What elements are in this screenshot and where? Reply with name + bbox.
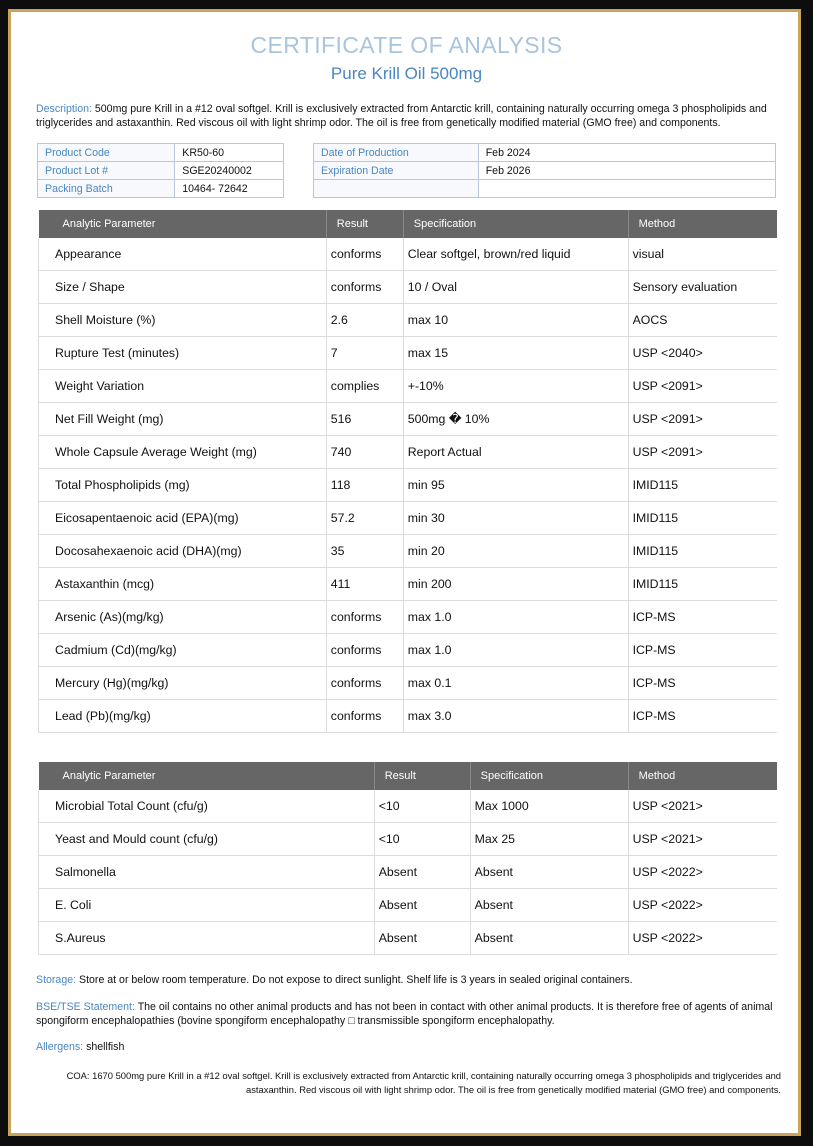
product-info-row <box>38 144 284 162</box>
allergens-statement <box>36 1040 781 1054</box>
header-parameter: Analytic Parameter <box>39 762 375 790</box>
date-info-row <box>314 144 776 162</box>
cell-method: ICP-MS <box>628 667 777 700</box>
cell-parameter: E. Coli <box>39 889 375 922</box>
table-row <box>39 922 778 955</box>
cell-method: USP <2091> <box>628 403 777 436</box>
cell-method: IMID115 <box>628 502 777 535</box>
cell-parameter: Whole Capsule Average Weight (mg) <box>39 436 327 469</box>
cell-specification: max 3.0 <box>403 700 628 733</box>
cell-specification: 10 / Oval <box>403 271 628 304</box>
cell-parameter: Rupture Test (minutes) <box>39 337 327 370</box>
cell-result: 118 <box>326 469 403 502</box>
cell-result: 516 <box>326 403 403 436</box>
cell-parameter: Mercury (Hg)(mg/kg) <box>39 667 327 700</box>
allergens-label: Allergens: <box>36 1041 84 1053</box>
header-specification: Specification <box>403 210 628 238</box>
allergens-text: shellfish <box>86 1041 125 1053</box>
description-label: Description: <box>36 103 92 115</box>
header-method: Method <box>628 762 777 790</box>
packing-batch-value: 10464- 72642 <box>175 180 284 198</box>
footer-note: COA: 1670 500mg pure Krill in a #12 oval softgel. Krill is exclusively extracted from Antarctic krill, containing naturally occurring omega 3 phospholipids and triglycerides and astaxanthin. Red viscous oil with light shrimp odor. The oil is free from genetically modified material (GMO free) and components. <box>66 1070 781 1095</box>
cell-parameter: Eicosapentaenoic acid (EPA)(mg) <box>39 502 327 535</box>
cell-parameter: Yeast and Mould count (cfu/g) <box>39 823 375 856</box>
cell-method: Sensory evaluation <box>628 271 777 304</box>
cell-parameter: Docosahexaenoic acid (DHA)(mg) <box>39 535 327 568</box>
microbial-table-header <box>39 762 778 790</box>
cell-result: conforms <box>326 667 403 700</box>
header-method: Method <box>628 210 777 238</box>
table-row <box>39 601 778 634</box>
cell-method: ICP-MS <box>628 700 777 733</box>
expiration-date-value: Feb 2026 <box>478 162 775 180</box>
cell-result: 57.2 <box>326 502 403 535</box>
cell-parameter: Arsenic (As)(mg/kg) <box>39 601 327 634</box>
cell-parameter: Astaxanthin (mcg) <box>39 568 327 601</box>
table-row <box>39 271 778 304</box>
cell-parameter: Microbial Total Count (cfu/g) <box>39 790 375 823</box>
date-info-row <box>314 162 776 180</box>
page-title: CERTIFICATE OF ANALYSIS <box>250 32 563 58</box>
analysis-table-header <box>39 210 778 238</box>
cell-result: conforms <box>326 700 403 733</box>
cell-method: USP <2021> <box>628 823 777 856</box>
empty-value <box>478 180 775 198</box>
packing-batch-label: Packing Batch <box>38 180 175 198</box>
table-row <box>39 469 778 502</box>
header-specification: Specification <box>470 762 628 790</box>
table-row <box>39 700 778 733</box>
certificate-page <box>15 15 798 1130</box>
storage-label: Storage: <box>36 974 77 986</box>
cell-method: AOCS <box>628 304 777 337</box>
product-code-label: Product Code <box>38 144 175 162</box>
table-row <box>39 304 778 337</box>
cell-method: IMID115 <box>628 469 777 502</box>
cell-method: USP <2022> <box>628 922 777 955</box>
cell-parameter: Appearance <box>39 238 327 271</box>
header-result: Result <box>374 762 470 790</box>
table-row <box>39 403 778 436</box>
cell-parameter: Size / Shape <box>39 271 327 304</box>
table-row <box>39 823 778 856</box>
cell-method: IMID115 <box>628 535 777 568</box>
cell-specification: max 0.1 <box>403 667 628 700</box>
cell-method: USP <2022> <box>628 889 777 922</box>
cell-specification: Absent <box>470 889 628 922</box>
cell-specification: max 1.0 <box>403 634 628 667</box>
analysis-table <box>38 210 777 733</box>
cell-result: complies <box>326 370 403 403</box>
cell-parameter: Weight Variation <box>39 370 327 403</box>
table-row <box>39 535 778 568</box>
table-row <box>39 889 778 922</box>
cell-specification: +-10% <box>403 370 628 403</box>
cell-specification: min 20 <box>403 535 628 568</box>
cell-method: USP <2091> <box>628 370 777 403</box>
cell-specification: 500mg � 10% <box>403 403 628 436</box>
cell-parameter: Cadmium (Cd)(mg/kg) <box>39 634 327 667</box>
table-row <box>39 502 778 535</box>
table-row <box>39 634 778 667</box>
cell-result: 35 <box>326 535 403 568</box>
cell-parameter: Salmonella <box>39 856 375 889</box>
production-date-value: Feb 2024 <box>478 144 775 162</box>
table-row <box>39 337 778 370</box>
cell-method: USP <2091> <box>628 436 777 469</box>
cell-specification: max 1.0 <box>403 601 628 634</box>
cell-specification: Max 1000 <box>470 790 628 823</box>
cell-method: ICP-MS <box>628 634 777 667</box>
expiration-date-label: Expiration Date <box>314 162 479 180</box>
cell-result: 740 <box>326 436 403 469</box>
production-date-label: Date of Production <box>314 144 479 162</box>
cell-method: IMID115 <box>628 568 777 601</box>
cell-result: Absent <box>374 889 470 922</box>
table-row <box>39 568 778 601</box>
bse-label: BSE/TSE Statement: <box>36 1001 135 1013</box>
cell-result: 2.6 <box>326 304 403 337</box>
cell-method: ICP-MS <box>628 601 777 634</box>
cell-specification: min 30 <box>403 502 628 535</box>
cell-specification: Absent <box>470 922 628 955</box>
product-lot-label: Product Lot # <box>38 162 175 180</box>
cell-method: USP <2022> <box>628 856 777 889</box>
cell-parameter: S.Aureus <box>39 922 375 955</box>
storage-text: Store at or below room temperature. Do not expose to direct sunlight. Shelf life is 3 years in sealed original containers. <box>79 974 633 986</box>
cell-specification: max 10 <box>403 304 628 337</box>
bse-statement <box>36 1000 781 1028</box>
cell-parameter: Shell Moisture (%) <box>39 304 327 337</box>
cell-specification: min 200 <box>403 568 628 601</box>
cell-result: Absent <box>374 922 470 955</box>
cell-specification: Max 25 <box>470 823 628 856</box>
table-row <box>39 436 778 469</box>
cell-method: visual <box>628 238 777 271</box>
product-info-row <box>38 162 284 180</box>
table-row <box>39 238 778 271</box>
cell-result: conforms <box>326 271 403 304</box>
description <box>36 102 781 130</box>
table-row <box>39 667 778 700</box>
product-code-value: KR50-60 <box>175 144 284 162</box>
header-result: Result <box>326 210 403 238</box>
cell-result: <10 <box>374 790 470 823</box>
table-row <box>39 790 778 823</box>
cell-result: <10 <box>374 823 470 856</box>
storage-statement <box>36 973 781 987</box>
cell-result: conforms <box>326 601 403 634</box>
cell-parameter: Lead (Pb)(mg/kg) <box>39 700 327 733</box>
cell-specification: Report Actual <box>403 436 628 469</box>
cell-specification: min 95 <box>403 469 628 502</box>
cell-result: 7 <box>326 337 403 370</box>
table-row <box>39 856 778 889</box>
cell-result: conforms <box>326 634 403 667</box>
empty-label <box>314 180 479 198</box>
product-title: Pure Krill Oil 500mg <box>330 64 483 83</box>
date-info-row <box>314 180 776 198</box>
product-lot-value: SGE20240002 <box>175 162 284 180</box>
cell-specification: Clear softgel, brown/red liquid <box>403 238 628 271</box>
cell-parameter: Total Phospholipids (mg) <box>39 469 327 502</box>
date-info-table <box>313 143 776 198</box>
cell-result: Absent <box>374 856 470 889</box>
cell-result: 411 <box>326 568 403 601</box>
cell-specification: Absent <box>470 856 628 889</box>
header-parameter: Analytic Parameter <box>39 210 327 238</box>
bse-text: The oil contains no other animal products and has not been in contact with other animal products. It is therefore free of agents of animal spongiform encephalopathies (bovine spongiform encephalopathy □ transmissible spongiform encephalopathy. <box>36 1001 773 1027</box>
cell-parameter: Net Fill Weight (mg) <box>39 403 327 436</box>
cell-specification: max 15 <box>403 337 628 370</box>
description-text: 500mg pure Krill in a #12 oval softgel. Krill is exclusively extracted from Antarctic krill, containing naturally occurring omega 3 phospholipids and triglycerides and astaxanthin. Red viscous oil with light shrimp odor. The oil is free from genetically modified material (GMO free) and components. <box>36 103 767 129</box>
cell-result: conforms <box>326 238 403 271</box>
product-info-table <box>37 143 284 198</box>
microbial-table <box>38 762 777 955</box>
product-info-row <box>38 180 284 198</box>
table-row <box>39 370 778 403</box>
cell-method: USP <2040> <box>628 337 777 370</box>
cell-method: USP <2021> <box>628 790 777 823</box>
